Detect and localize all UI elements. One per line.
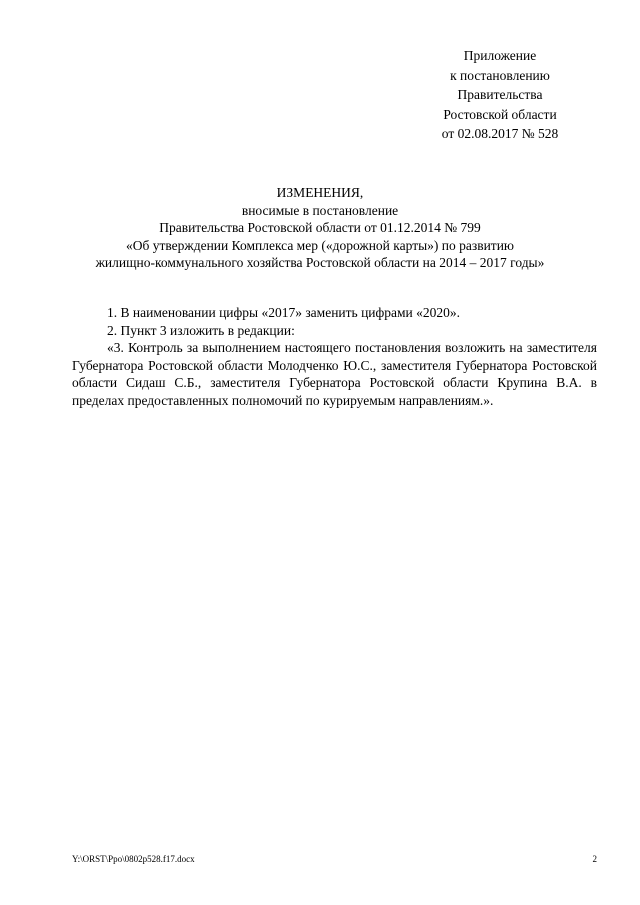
title-line-1: вносимые в постановление xyxy=(241,202,399,218)
appendix-line-3: Правительства xyxy=(457,87,543,102)
item-1-paragraph: 1. В наименовании цифры «2017» заменить цифрами «2020». xyxy=(107,305,461,320)
appendix-line-2: к постановлению xyxy=(450,67,550,83)
appendix-line-5: от 02.08.2017 № 528 xyxy=(441,126,559,141)
appendix-block xyxy=(400,46,600,144)
appendix-line-4: Ростовской области xyxy=(443,106,557,122)
item-2-paragraph: 2. Пункт 3 изложить в редакции: xyxy=(107,322,295,338)
title-heading: ИЗМЕНЕНИЯ, xyxy=(276,185,364,200)
title-line-4: жилищно-коммунального хозяйства Ростовской области на 2014 – 2017 годы» xyxy=(95,255,545,270)
title-line-3: «Об утверждении Комплекса мер («дорожной карты») по развитию xyxy=(125,237,515,253)
appendix-line-1: Приложение xyxy=(463,48,537,63)
title-line-2: Правительства Ростовской области от 01.12.2014 № 799 xyxy=(159,220,481,235)
page-number: 2 xyxy=(592,854,597,864)
file-path: Y:\ORST\Ppo\0802p528.f17.docx xyxy=(72,854,195,864)
item-3-paragraph: «3. Контроль за выполнением настоящего постановления возложить на заместителя Губернатора Ростовской области Молодченко Ю.С., заместителя Губернатора Ростовской области Сидаш С.Б., заместителя Губернатора Ростовской области Крупина В.А. в пределах предоставленных полномочий по курируемым направлениям.». xyxy=(72,340,597,408)
document-title xyxy=(40,184,600,272)
document-body xyxy=(72,304,597,409)
